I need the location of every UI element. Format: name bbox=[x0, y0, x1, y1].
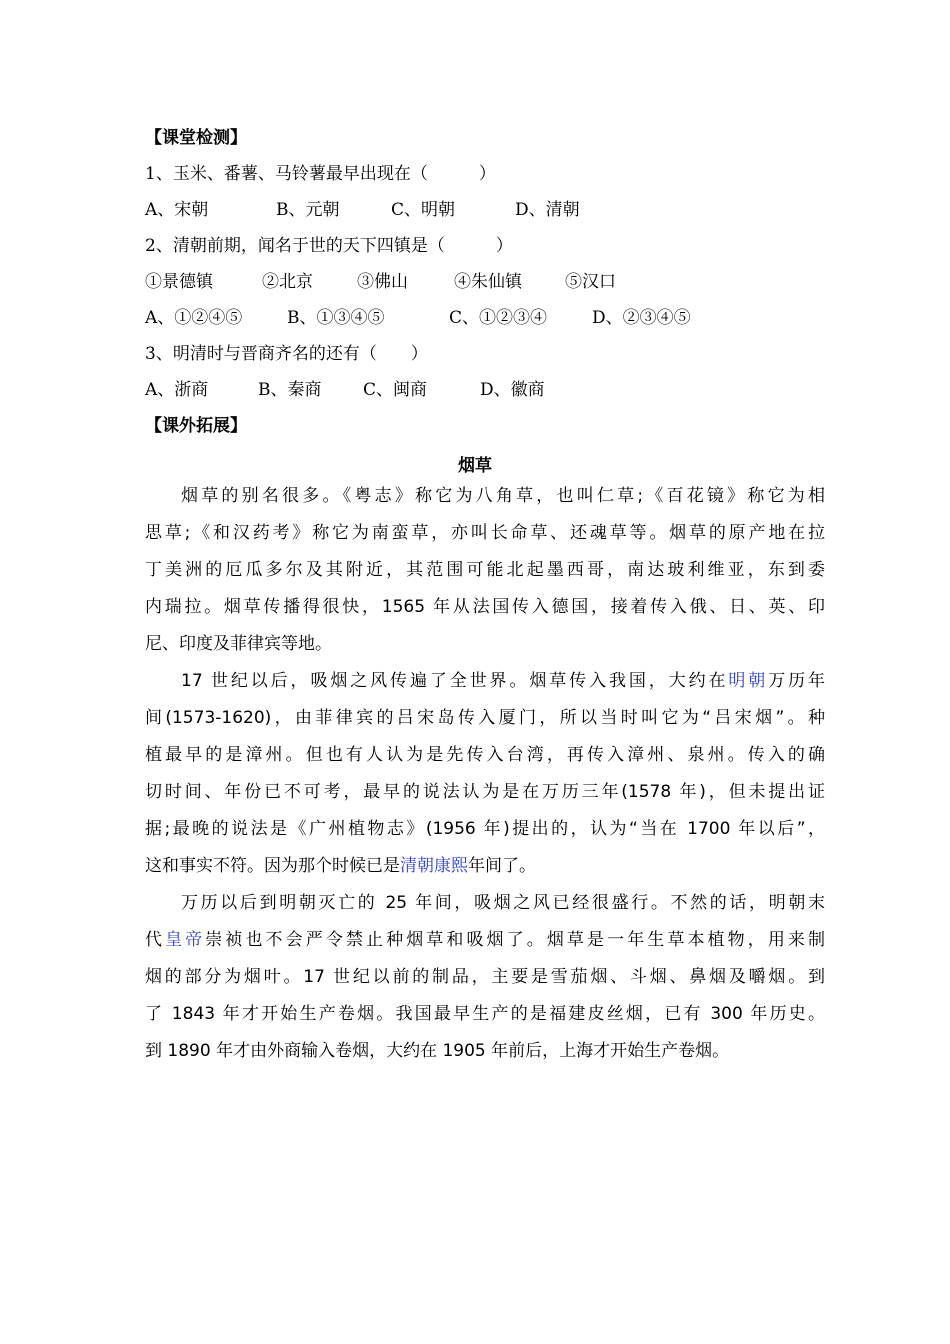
link-qing-kangxi[interactable]: 清朝康熙 bbox=[400, 856, 468, 876]
paragraph-line: 内瑞拉。烟草传播得很快，1565 年从法国传入德国，接着传入俄、日、英、印 bbox=[145, 597, 825, 617]
paragraph-line: 代皇帝崇祯也不会严令禁止种烟草和吸烟了。烟草是一年生草本植物，用来制 bbox=[145, 930, 826, 950]
option-d: D、徽商 bbox=[480, 380, 545, 400]
paragraph-line: 思草;《和汉药考》称它为南蛮草，亦叫长命草、还魂草等。烟草的原产地在拉 bbox=[145, 523, 825, 543]
option-d: D、②③④⑤ bbox=[592, 308, 691, 328]
article-title: 烟草 bbox=[458, 456, 492, 476]
paragraph-line: 这和事实不符。因为那个时候已是清朝康熙年间了。 bbox=[145, 856, 536, 876]
item-4: ④朱仙镇 bbox=[454, 272, 522, 292]
question-2-items bbox=[145, 271, 616, 293]
option-a: A、宋朝 bbox=[145, 200, 209, 220]
paragraph-line: 丁美洲的厄瓜多尔及其附近，其范围可能北起墨西哥，南达玻利维亚，东到委 bbox=[145, 560, 825, 580]
option-b: B、秦商 bbox=[258, 380, 322, 400]
question-3: 3、明清时与晋商齐名的还有（ ） bbox=[145, 344, 428, 364]
paragraph-1 bbox=[145, 478, 825, 663]
link-emperor[interactable]: 皇帝 bbox=[165, 930, 206, 950]
paragraph-line: 了 1843 年才开始生产卷烟。我国最早生产的是福建皮丝烟，已有 300 年历史。 bbox=[145, 1004, 825, 1024]
option-b: B、元朝 bbox=[276, 200, 340, 220]
item-5: ⑤汉口 bbox=[565, 272, 616, 292]
item-3: ③佛山 bbox=[357, 272, 408, 292]
paragraph-line: 切时间、年份已不可考，最早的说法认为是在万历三年(1578 年)，但未提出证 bbox=[145, 782, 825, 802]
paragraph-line: 烟草的别名很多。《粤志》称它为八角草，也叫仁草;《百花镜》称它为相 bbox=[181, 486, 825, 506]
paragraph-2 bbox=[145, 663, 825, 885]
option-c: C、闽商 bbox=[363, 380, 428, 400]
option-a: A、浙商 bbox=[145, 380, 209, 400]
question-1-options bbox=[145, 199, 580, 221]
option-c: C、①②③④ bbox=[449, 308, 548, 328]
option-b: B、①③④⑤ bbox=[287, 308, 385, 328]
question-2: 2、清朝前期，闻名于世的天下四镇是（ ） bbox=[145, 236, 513, 256]
paragraph-line: 烟的部分为烟叶。17 世纪以前的制品，主要是雪茄烟、斗烟、鼻烟及嚼烟。到 bbox=[145, 967, 825, 987]
link-ming-dynasty[interactable]: 明朝 bbox=[728, 671, 769, 691]
paragraph-line: 植最早的是漳州。但也有人认为是先传入台湾，再传入漳州、泉州。传入的确 bbox=[145, 745, 825, 765]
paragraph-line: 17 世纪以后，吸烟之风传遍了全世界。烟草传入我国，大约在明朝万历年 bbox=[181, 671, 826, 691]
paragraph-line: 据;最晚的说法是《广州植物志》(1956 年)提出的，认为“当在 1700 年以后”， bbox=[145, 819, 825, 839]
paragraph-line: 尼、印度及菲律宾等地。 bbox=[145, 634, 332, 654]
paragraph-line: 到 1890 年才由外商输入卷烟，大约在 1905 年前后，上海才开始生产卷烟。 bbox=[145, 1041, 730, 1061]
option-d: D、清朝 bbox=[515, 200, 580, 220]
option-c: C、明朝 bbox=[391, 200, 456, 220]
item-2: ②北京 bbox=[262, 272, 313, 292]
option-a: A、①②④⑤ bbox=[145, 308, 243, 328]
paragraph-line: 万历以后到明朝灭亡的 25 年间，吸烟之风已经很盛行。不然的话，明朝末 bbox=[181, 893, 825, 913]
paragraph-line: 间(1573-1620)，由菲律宾的吕宋岛传入厦门，所以当时叫它为“吕宋烟”。种 bbox=[145, 708, 825, 728]
extension-heading: 【课外拓展】 bbox=[145, 416, 247, 436]
question-2-options bbox=[145, 307, 691, 329]
paragraph-3 bbox=[145, 885, 825, 1070]
question-3-options bbox=[145, 379, 545, 401]
question-1: 1、玉米、番薯、马铃薯最早出现在（ ） bbox=[145, 164, 496, 184]
item-1: ①景德镇 bbox=[145, 272, 213, 292]
quiz-heading: 【课堂检测】 bbox=[145, 128, 247, 148]
